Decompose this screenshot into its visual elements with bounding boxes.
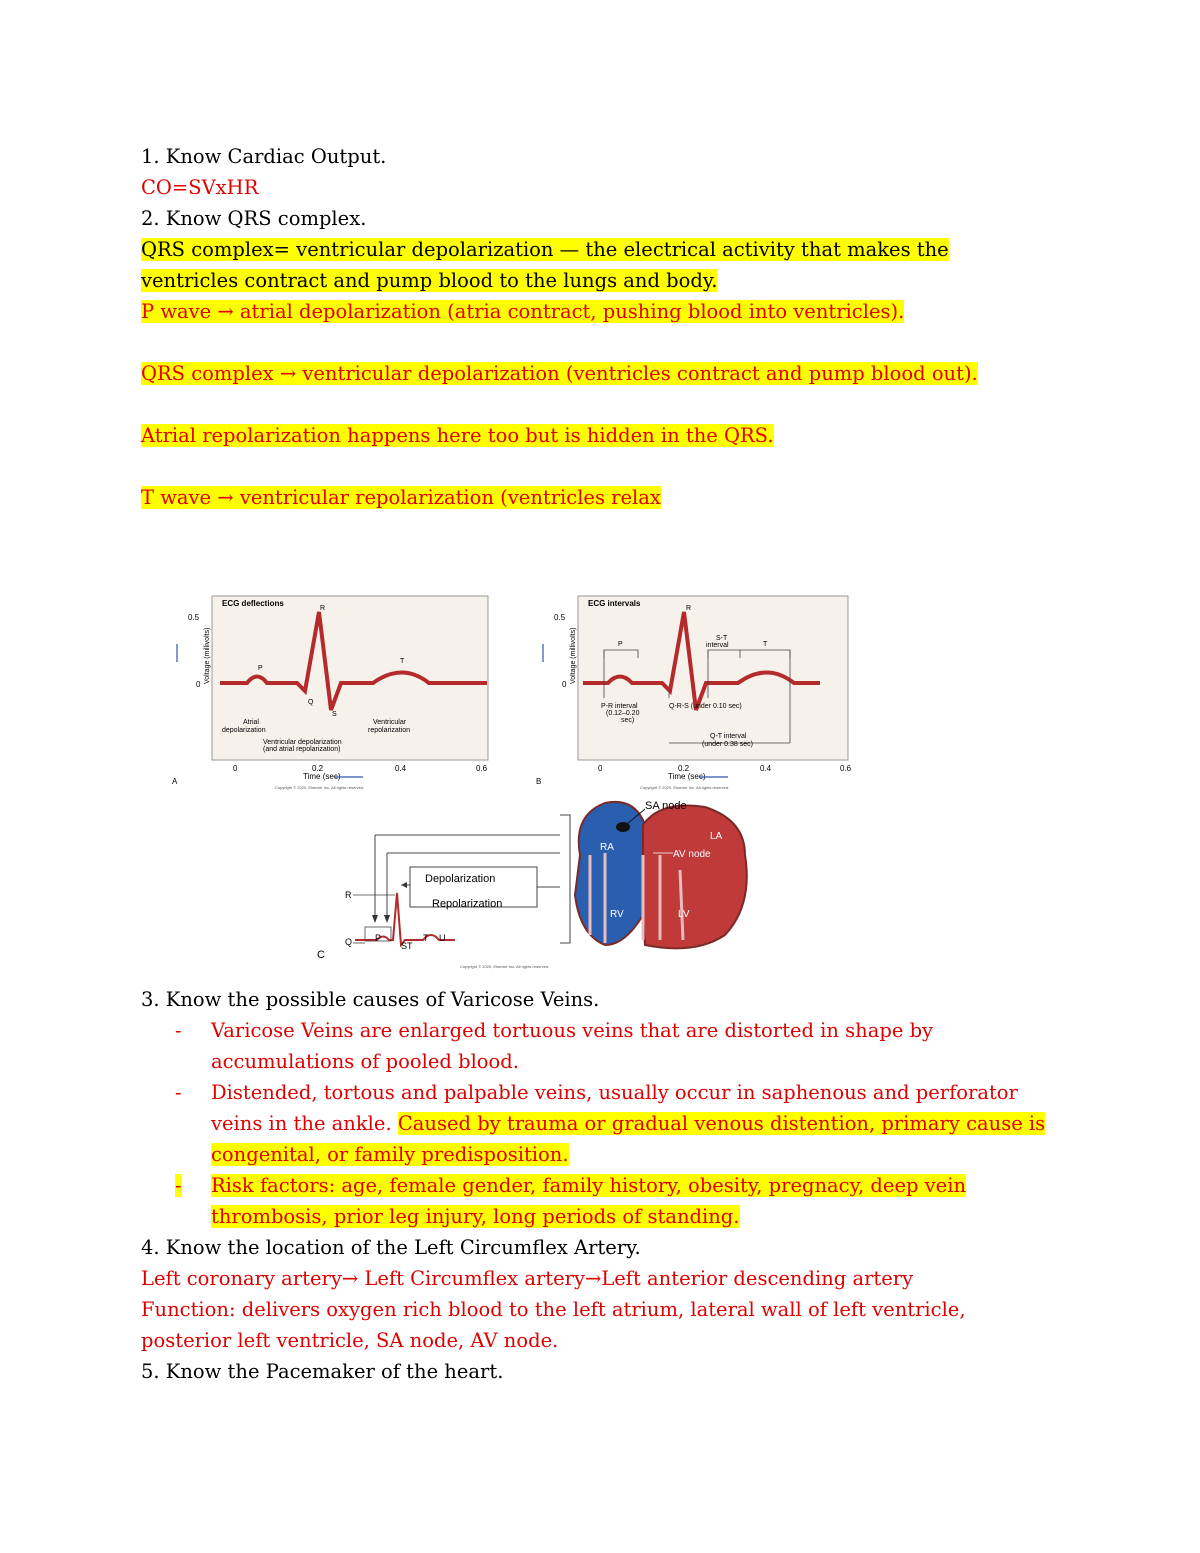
t-wave-text: T wave → ventricular repolarization (ventricles relax [141, 486, 661, 509]
panel-c-ra: RA [600, 842, 614, 853]
panel-a-title: ECG deflections [222, 599, 284, 608]
panel-c-depolarization: Depolarization [425, 873, 496, 885]
atrial-repolarization-line [141, 420, 774, 451]
panel-c-p: P [375, 933, 382, 943]
panel-a-label-r: R [320, 605, 326, 612]
panel-a-xtick-04: 0.4 [395, 764, 407, 773]
panel-a-label-s: S [332, 711, 337, 718]
atrial-repolarization-text: Atrial repolarization happens here too but is hidden in the QRS. [141, 424, 774, 447]
qrs-definition-line-1 [141, 234, 949, 265]
panel-b-st-1: S-T [716, 635, 728, 642]
varicose-distended-2 [211, 1108, 1045, 1139]
varicose-risk-2 [211, 1201, 740, 1232]
panel-b-pr-2: (0.12–0.20 [606, 710, 640, 717]
varicose-risk-text-1: Risk factors: age, female gender, family history, obesity, pregnacy, deep vein [211, 1174, 967, 1197]
varicose-congenital-text: congenital, or family predisposition. [211, 1143, 569, 1166]
qrs-definition-text-2: ventricles contract and pump blood to the lungs and body. [141, 269, 718, 292]
panel-b-st-2: interval [706, 642, 729, 649]
panel-b-xtick-02: 0.2 [678, 764, 690, 773]
panel-c-q: Q [345, 937, 353, 947]
panel-b-label-p: P [618, 641, 623, 648]
circumflex-path: Left coronary artery→ Left Circumflex artery→Left anterior descending artery [141, 1267, 914, 1290]
panel-b-letter: B [536, 777, 542, 786]
item-4-heading: 4. Know the location of the Left Circumflex Artery. [141, 1236, 641, 1259]
panel-a-ventdep-1: Ventricular depolarization [263, 739, 342, 746]
panel-c-lv: LV [678, 909, 690, 920]
panel-b-ytick-0: 0 [562, 680, 567, 689]
circumflex-function-1: Function: delivers oxygen rich blood to the left atrium, lateral wall of left ventricle, [141, 1298, 966, 1321]
panel-a-vent-2: repolarization [368, 727, 411, 734]
varicose-distended-3 [211, 1139, 569, 1170]
panel-c-rv: RV [610, 909, 624, 920]
t-wave-line [141, 482, 661, 513]
varicose-risk-text-2: thrombosis, prior leg injury, long periods of standing. [211, 1205, 740, 1228]
panel-b-ytick-05: 0.5 [554, 613, 566, 622]
panel-c-sa-node: SA node [645, 800, 687, 812]
panel-a-atrial-2: depolarization [222, 727, 266, 734]
panel-c-letter: C [317, 949, 325, 961]
varicose-definition-2: accumulations of pooled blood. [211, 1050, 519, 1073]
panel-a-atrial-1: Atrial [243, 719, 259, 726]
panel-a-xtick-06: 0.6 [476, 764, 488, 773]
panel-b-xlabel: Time (sec) [668, 772, 706, 781]
panel-b-ylabel: Voltage (millivolts) [570, 627, 577, 684]
panel-a-ylabel: Voltage (millivolts) [204, 627, 211, 684]
panel-a-label-q: Q [308, 699, 314, 706]
panel-c-la: LA [710, 831, 723, 842]
panel-b-copyright: Copyright © 2020, Elsevier Inc. All rights reserved. [640, 785, 730, 790]
item-3-heading: 3. Know the possible causes of Varicose Veins. [141, 988, 600, 1011]
panel-a-ytick-0: 0 [196, 680, 201, 689]
panel-b-xtick-06: 0.6 [840, 764, 852, 773]
cardiac-output-formula: CO=SVxHR [141, 176, 259, 199]
bullet-dash-3-text: - [175, 1174, 182, 1197]
panel-b-label-r: R [686, 605, 692, 612]
varicose-ankle-text: veins in the ankle. [211, 1112, 398, 1135]
varicose-distended-1: Distended, tortous and palpable veins, usually occur in saphenous and perforator [211, 1081, 1018, 1104]
item-1-heading: 1. Know Cardiac Output. [141, 145, 387, 168]
panel-a-ytick-05: 0.5 [188, 613, 200, 622]
qrs-complex-line [141, 358, 978, 389]
varicose-definition-1: Varicose Veins are enlarged tortuous veins that are distorted in shape by [211, 1019, 934, 1042]
panel-a-label-p: P [258, 665, 263, 672]
panel-b-xtick-04: 0.4 [760, 764, 772, 773]
panel-c-u: U [439, 933, 446, 943]
panel-b-qt-2: (under 0.38 sec) [702, 741, 753, 748]
panel-a-xtick-0: 0 [233, 764, 238, 773]
conduction-system-figure [305, 795, 785, 975]
bullet-dash-2: - [175, 1081, 182, 1104]
ecg-deflections-figure [165, 588, 495, 794]
panel-b-xtick-0: 0 [598, 764, 603, 773]
qrs-complex-text: QRS complex → ventricular depolarization (ventricles contract and pump blood out). [141, 362, 978, 385]
panel-a-label-t: T [400, 658, 405, 665]
item-2-heading: 2. Know QRS complex. [141, 207, 367, 230]
bullet-dash-1: - [175, 1019, 182, 1042]
panel-b-label-t: T [763, 641, 768, 648]
ecg-intervals-figure [530, 588, 860, 794]
panel-a-xtick-02: 0.2 [312, 764, 324, 773]
varicose-cause-text: Caused by trauma or gradual venous distention, primary cause is [397, 1112, 1046, 1135]
panel-a-ventdep-2: (and atrial repolarization) [263, 746, 341, 753]
item-5-heading: 5. Know the Pacemaker of the heart. [141, 1360, 504, 1383]
varicose-risk-1 [211, 1170, 966, 1201]
panel-c-r: R [345, 890, 352, 900]
p-wave-line [141, 296, 904, 327]
panel-b-pr-3: sec) [621, 717, 635, 724]
panel-a-vent-1: Ventricular [373, 719, 407, 726]
panel-c-copyright: Copyright © 2020, Elsevier Inc. All rights reserved. [460, 964, 550, 969]
panel-c-repolarization: Repolarization [432, 898, 503, 910]
panel-b-title: ECG intervals [588, 599, 641, 608]
qrs-definition-text-1: QRS complex= ventricular depolarization — the electrical activity that makes the [141, 238, 949, 261]
circumflex-function-2: posterior left ventricle, SA node, AV node. [141, 1329, 559, 1352]
panel-b-pr-1: P-R interval [601, 703, 638, 710]
panel-a-letter: A [172, 777, 178, 786]
panel-a-copyright: Copyright © 2020, Elsevier Inc. All rights reserved. [275, 785, 365, 790]
panel-a-xlabel: Time (sec) [303, 772, 341, 781]
qrs-definition-line-2 [141, 265, 717, 296]
panel-b-qrs: Q-R-S (under 0.10 sec) [669, 703, 742, 710]
heart-right-side [575, 802, 645, 945]
bullet-dash-3 [175, 1170, 182, 1201]
panel-c-t: T [423, 933, 429, 943]
panel-c-st: ST [401, 941, 413, 951]
panel-b-qt-1: Q-T interval [710, 733, 747, 740]
panel-c-av-node: AV node [673, 849, 711, 860]
p-wave-text: P wave → atrial depolarization (atria contract, pushing blood into ventricles). [141, 300, 905, 323]
